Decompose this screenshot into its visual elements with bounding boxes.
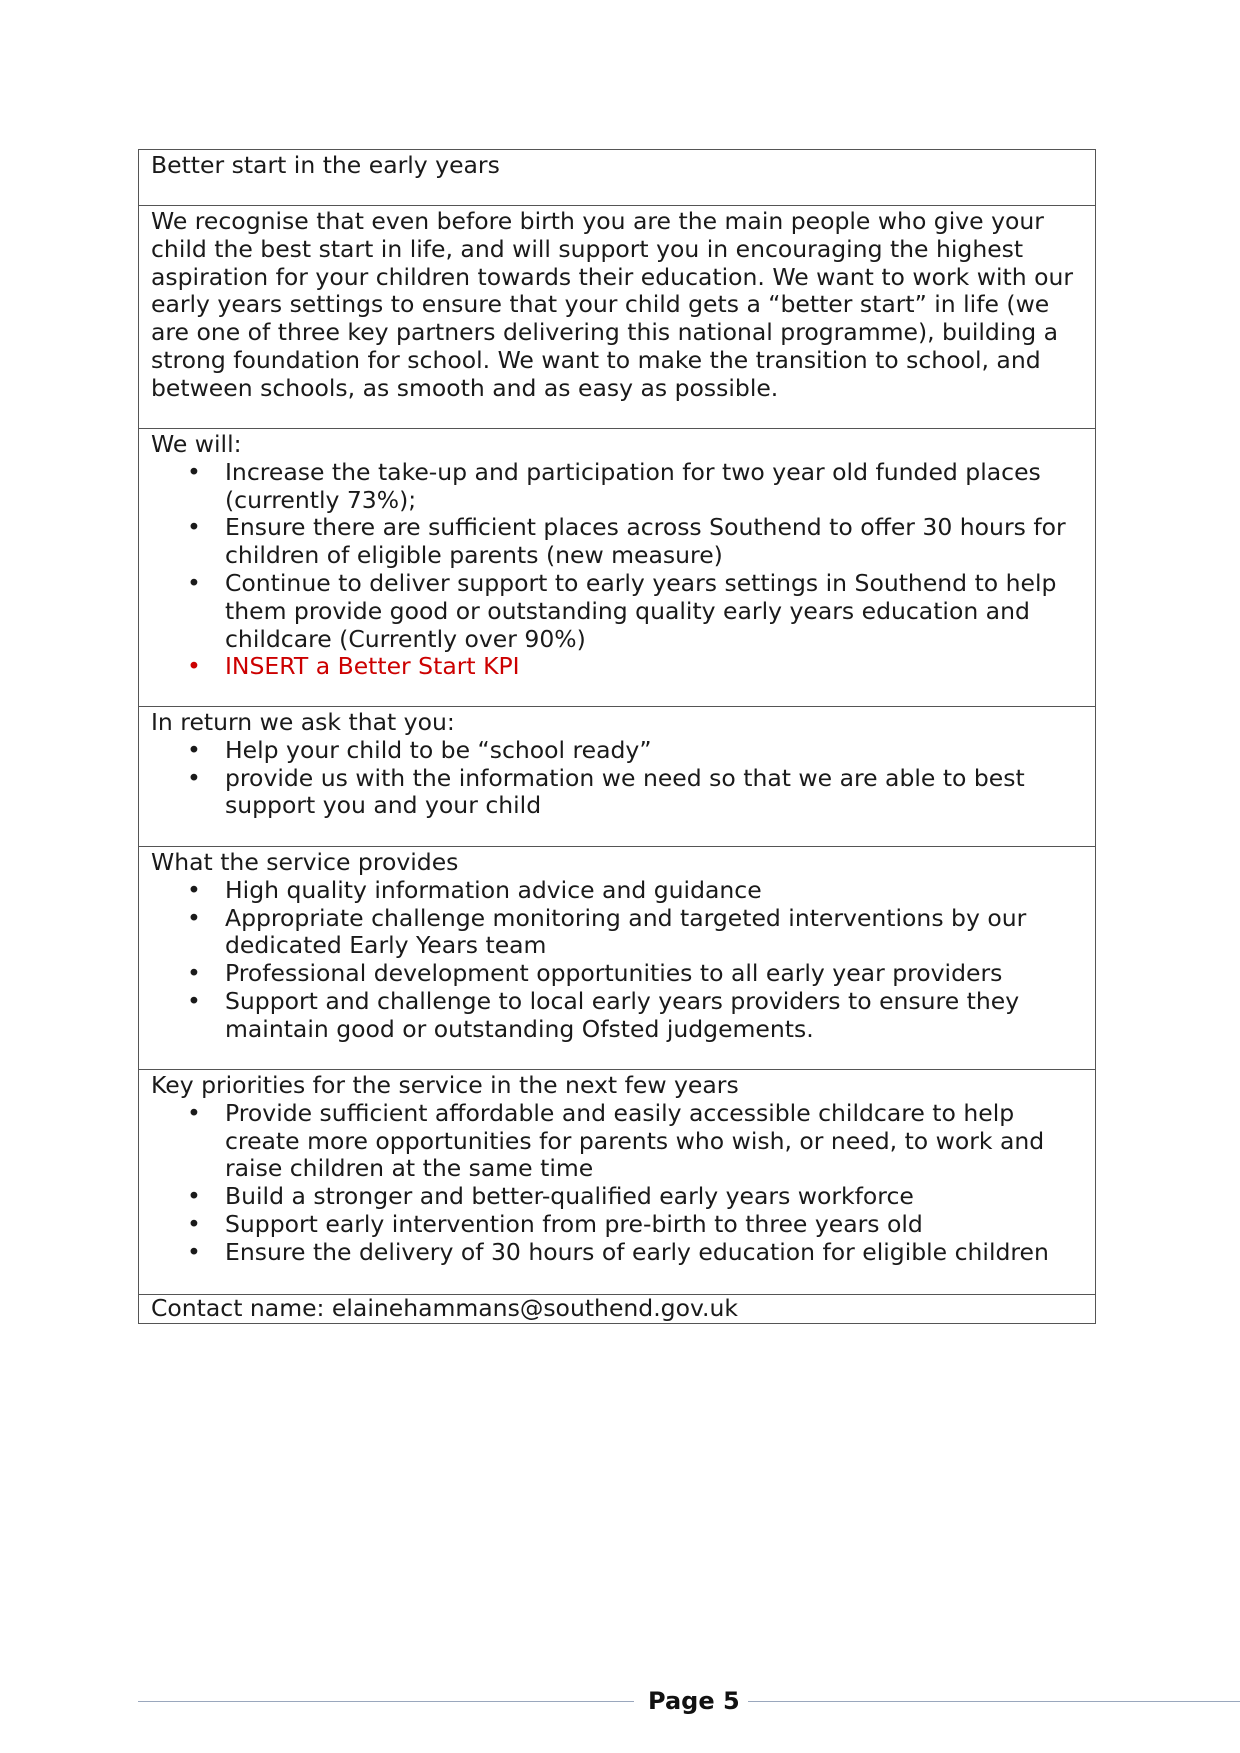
- service-provides-heading: What the service provides: [151, 848, 459, 876]
- bullet-icon: •: [187, 1237, 201, 1266]
- key-priorities-list: [151, 1100, 1083, 1267]
- list-item: [151, 1239, 1083, 1267]
- list-item-text: Provide sufficient affordable and easily accessible childcare to help create more opportunities for parents who wish, or need, to work and raise children at the same time: [225, 1098, 1045, 1183]
- bullet-icon: •: [187, 875, 201, 904]
- list-item: [151, 988, 1083, 1044]
- list-item: [151, 960, 1083, 988]
- list-item: [151, 877, 1083, 905]
- list-item-text: Appropriate challenge monitoring and targeted interventions by our dedicated Early Years team: [225, 903, 1027, 960]
- list-item-highlighted: [151, 653, 1083, 681]
- service-provides-cell: [139, 847, 1095, 1070]
- list-item: [151, 514, 1083, 570]
- section-title-cell: [139, 150, 1095, 206]
- list-item-text: Support early intervention from pre-birth to three years old: [225, 1209, 923, 1238]
- list-item-text: provide us with the information we need so that we are able to best support you and your child: [225, 763, 1025, 820]
- list-item-text: Build a stronger and better-qualified early years workforce: [225, 1182, 914, 1211]
- document-table: [138, 149, 1096, 1324]
- list-item: [151, 905, 1083, 961]
- page-footer: [138, 1686, 1240, 1716]
- list-item: [151, 1211, 1083, 1239]
- intro-cell: [139, 206, 1095, 429]
- bullet-icon: •: [187, 652, 201, 681]
- list-item-text: Support and challenge to local early years providers to ensure they maintain good or outstanding Ofsted judgements.: [225, 986, 1020, 1043]
- bullet-icon: •: [187, 763, 201, 792]
- list-item-text: Continue to deliver support to early years settings in Southend to help them provide good or outstanding quality early years education and childcare (Currently over 90%): [225, 568, 1057, 653]
- bullet-icon: •: [187, 986, 201, 1015]
- section-title: Better start in the early years: [151, 151, 500, 179]
- list-item: [151, 570, 1083, 653]
- intro-paragraph: We recognise that even before birth you are the main people who give your child the best start in life, and will support you in encouraging the highest aspiration for your children towards their education. We want to work with our early years settings to ensure that your child gets a “better start” in life (we are one of three key partners delivering this national programme), building a strong foundation for school. We want to make the transition to school, and between schools, as smooth and as easy as possible.: [151, 207, 1073, 402]
- list-item-text: Ensure the delivery of 30 hours of early education for eligible children: [225, 1237, 1049, 1266]
- we-will-heading: We will:: [151, 430, 242, 458]
- footer-divider-right: [748, 1701, 1240, 1702]
- list-item: [151, 1100, 1083, 1183]
- key-priorities-heading: Key priorities for the service in the next few years: [151, 1071, 739, 1099]
- list-item-text: Ensure there are sufficient places across Southend to offer 30 hours for children of eligible parents (new measure): [225, 513, 1066, 570]
- bullet-icon: •: [187, 1098, 201, 1127]
- bullet-icon: •: [187, 1209, 201, 1238]
- list-item: [151, 737, 1083, 765]
- list-item-text: High quality information advice and guidance: [225, 875, 762, 904]
- list-item: [151, 765, 1083, 821]
- in-return-list: [151, 737, 1083, 820]
- bullet-icon: •: [187, 457, 201, 486]
- list-item-text: Help your child to be “school ready”: [225, 735, 652, 764]
- list-item: [151, 459, 1083, 515]
- bullet-icon: •: [187, 735, 201, 764]
- key-priorities-cell: [139, 1070, 1095, 1295]
- bullet-icon: •: [187, 903, 201, 932]
- list-item-text: Professional development opportunities to all early year providers: [225, 959, 1003, 988]
- we-will-list: [151, 459, 1083, 681]
- we-will-cell: [139, 429, 1095, 707]
- list-item: [151, 1183, 1083, 1211]
- page-number: Page 5: [648, 1687, 740, 1715]
- in-return-heading: In return we ask that you:: [151, 708, 455, 736]
- bullet-icon: •: [187, 959, 201, 988]
- in-return-cell: [139, 707, 1095, 847]
- footer-divider-left: [138, 1701, 634, 1702]
- bullet-icon: •: [187, 1182, 201, 1211]
- list-item-text: Increase the take-up and participation for two year old funded places (currently 73%);: [225, 457, 1041, 514]
- contact-cell: [139, 1295, 1095, 1323]
- contact-text: Contact name: elainehammans@southend.gov.uk: [151, 1294, 739, 1322]
- bullet-icon: •: [187, 568, 201, 597]
- service-provides-list: [151, 877, 1083, 1044]
- list-item-text: INSERT a Better Start KPI: [225, 652, 520, 681]
- bullet-icon: •: [187, 513, 201, 542]
